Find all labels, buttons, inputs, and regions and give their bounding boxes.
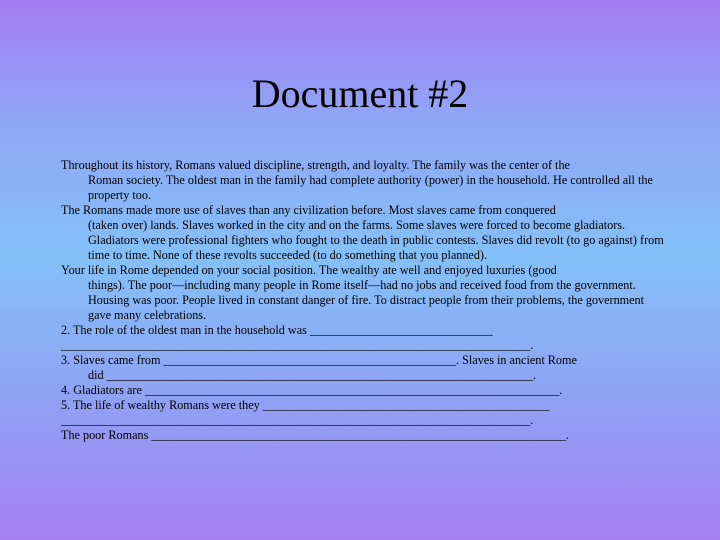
paragraph-text: Your life in Rome depended on your social position. The wealthy ate well and enjoyed luxuries (good bbox=[61, 263, 557, 277]
question-3: 3. Slaves came from ________________________________________________. Slaves in ancient Rome bbox=[61, 353, 577, 367]
question-2: 2. The role of the oldest man in the household was ______________________________ bbox=[61, 323, 493, 337]
paragraph-text: The Romans made more use of slaves than any civilization before. Most slaves came from conquered bbox=[61, 203, 556, 217]
paragraph-text: Throughout its history, Romans valued discipline, strength, and loyalty. The family was the center of the bbox=[61, 158, 570, 172]
question-4: 4. Gladiators are ____________________________________________________________________. bbox=[61, 383, 563, 397]
paragraph-text: (taken over) lands. Slaves worked in the city and on the farms. Some slaves were forced to become gladiators. Gladiators were professional fighters who fought to the death in public contests. Slaves did revolt (to go against) from time to time. None of these revolts succeeded (to do something that you planned). bbox=[88, 218, 664, 262]
question-3-continued: did ______________________________________________________________________. bbox=[88, 368, 537, 382]
question-6: The poor Romans ____________________________________________________________________. bbox=[61, 428, 569, 442]
question-5-blank: _____________________________________________________________________________. bbox=[61, 413, 534, 427]
paragraph-text: things). The poor—including many people in Rome itself—had no jobs and received food from the government. Housing was poor. People lived in constant danger of fire. To distract people from their problems, the government gave many celebrations. bbox=[88, 278, 645, 322]
document-body bbox=[61, 158, 665, 443]
paragraph-family bbox=[61, 158, 665, 203]
slide-title: Document #2 bbox=[251, 71, 469, 116]
question-5: 5. The life of wealthy Romans were they _______________________________________________ bbox=[61, 398, 550, 412]
paragraph-social-position bbox=[61, 263, 665, 323]
paragraph-text: Roman society. The oldest man in the family had complete authority (power) in the household. He controlled all the property too. bbox=[88, 173, 653, 202]
paragraph-slaves bbox=[61, 203, 665, 263]
question-2-blank: _____________________________________________________________________________. bbox=[61, 338, 534, 352]
